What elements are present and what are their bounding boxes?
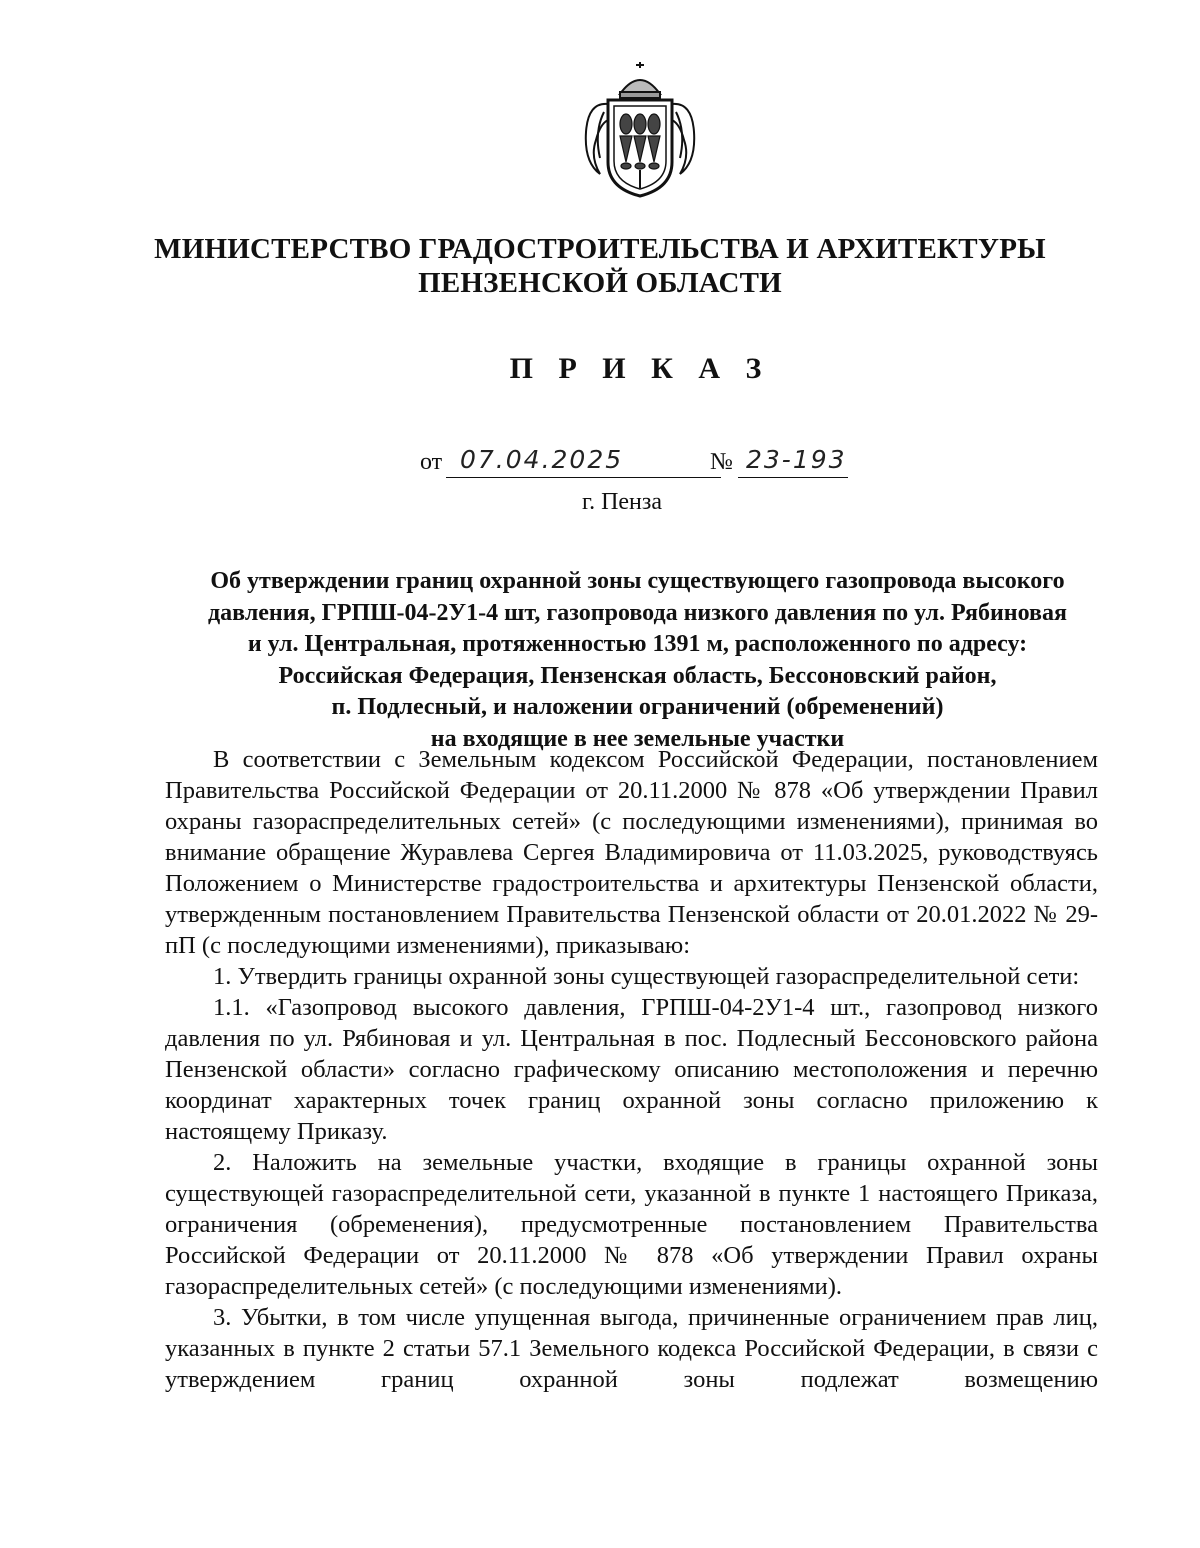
order-body (165, 744, 1098, 1395)
number-prefix: № (710, 449, 733, 475)
order-date-number-line (420, 443, 880, 479)
subject-line: Об утверждении границ охранной зоны существующего газопровода высокого (210, 568, 1065, 594)
ministry-name (0, 232, 1200, 300)
document-type-title: П Р И К А З (509, 352, 771, 385)
subject-line: Российская Федерация, Пензенская область, Бессоновский район, (278, 662, 997, 689)
number-underline (738, 477, 848, 478)
ministry-name-line-1: МИНИСТЕРСТВО ГРАДОСТРОИТЕЛЬСТВА И АРХИТЕКТУРЫ (154, 233, 1046, 265)
subject-line: на входящие в нее земельные участки (430, 725, 845, 752)
ministry-name-line-2: ПЕНЗЕНСКОЙ ОБЛАСТИ (418, 267, 782, 299)
subject-line: п. Подлесный, и наложении ограничений (обременений) (331, 694, 944, 720)
date-prefix: от (420, 449, 443, 475)
clause-1: 1. Утвердить границы охранной зоны существующей газораспределительной сети: (213, 963, 1080, 990)
coat-of-arms-emblem (570, 62, 710, 202)
clause-1-1: 1.1. «Газопровод высокого давления, ГРПШ-04-2У1-4 шт., газопровод низкого давления по ул. Рябиновая и ул. Центральная в пос. Подлесный Бессоновского района Пензенской области» согласно графическому описанию местоположения и перечню координат характерных точек границ охранной зоны согласно приложению к настоящему Приказу. (165, 994, 1098, 1145)
city: г. Пенза (581, 489, 663, 515)
clause-3: 3. Убытки, в том числе упущенная выгода, причиненные ограничением прав лиц, указанных в пункте 2 статьи 57.1 Земельного кодекса Российской Федерации, в связи с утверждением границ охранной зоны подлежат возмещению (165, 1304, 1098, 1393)
subject-line: давления, ГРПШ-04-2У1-4 шт, газопровода низкого давления по ул. Рябиновая (208, 599, 1067, 626)
date-underline (446, 477, 721, 478)
subject-line: и ул. Центральная, протяженностью 1391 м, расположенного по адресу: (247, 631, 1028, 657)
order-subject (165, 566, 1110, 755)
order-number: 23-193 (746, 445, 847, 474)
clause-2: 2. Наложить на земельные участки, входящие в границы охранной зоны существующей газораспределительной сети, указанной в пункте 1 настоящего Приказа, ограничения (обременения), предусмотренные постановлением Правительства Российской Федерации от 20.11.2000 № 878 «Об утверждении Правил охраны газораспределительных сетей» (с последующими изменениями). (165, 1149, 1098, 1300)
preamble-paragraph: В соответствии с Земельным кодексом Российской Федерации, постановлением Правительства Российской Федерации от 20.11.2000 № 878 «Об утверждении Правил охраны газораспределительных сетей» (с последующими изменениями), принимая во внимание обращение Журавлева Сергея Владимировича от 11.03.2025, руководствуясь Положением о Министерстве градостроительства и архитектуры Пензенской области, утвержденным постановлением Правительства Пензенской области от 20.01.2022 № 29-пП (с последующими изменениями), приказываю: (165, 746, 1098, 959)
order-date: 07.04.2025 (460, 445, 624, 474)
